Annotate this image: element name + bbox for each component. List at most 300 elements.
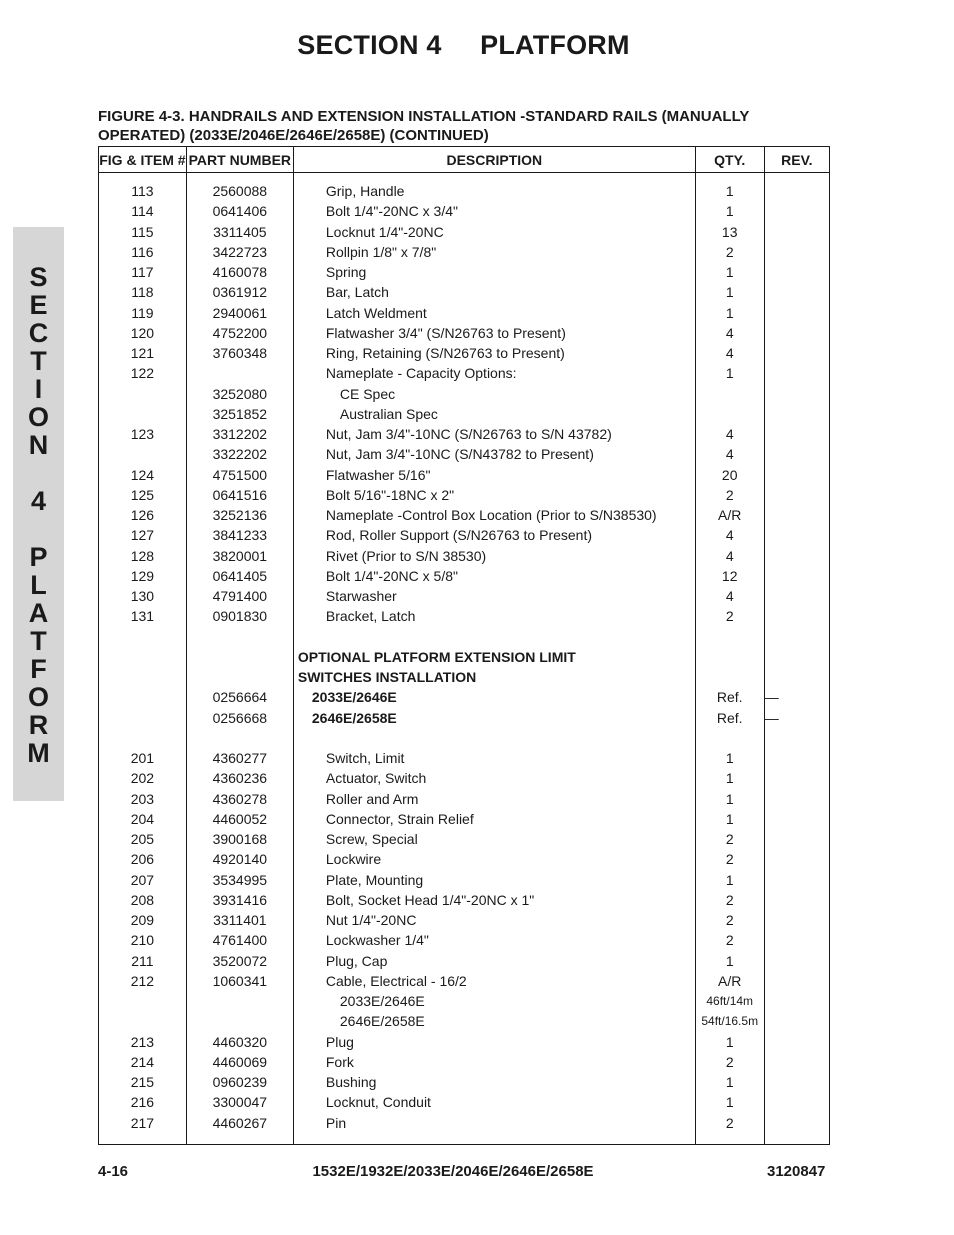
- part-number-cell: 1060341: [186, 971, 293, 991]
- table-row: [99, 768, 830, 788]
- description-cell: Locknut, Conduit: [293, 1092, 695, 1112]
- rev-cell: [764, 201, 829, 221]
- description-cell: Plate, Mounting: [293, 870, 695, 890]
- rev-cell: [764, 849, 829, 869]
- table-cell: [695, 173, 764, 182]
- col-part-number: PART NUMBER: [186, 147, 293, 173]
- description-cell: Nut, Jam 3/4"-10NC (S/N43782 to Present): [293, 444, 695, 464]
- rev-cell: [764, 1052, 829, 1072]
- table-row: [99, 667, 830, 687]
- part-number-cell: 4920140: [186, 849, 293, 869]
- part-number-cell: 3322202: [186, 444, 293, 464]
- part-number-cell: [186, 363, 293, 383]
- col-rev: REV.: [764, 147, 829, 173]
- parts-table-body: [99, 173, 830, 1145]
- part-number-cell: 3252136: [186, 505, 293, 525]
- table-bottom-row: [99, 1133, 830, 1145]
- document-number: 3120847: [767, 1163, 826, 1180]
- rev-cell: [764, 505, 829, 525]
- description-cell: Plug: [293, 1032, 695, 1052]
- part-number-cell: 4460267: [186, 1113, 293, 1133]
- qty-cell: 2: [695, 1113, 764, 1133]
- qty-cell: 1: [695, 201, 764, 221]
- qty-cell: [695, 404, 764, 424]
- part-number-cell: 2940061: [186, 303, 293, 323]
- fig-item-cell: 214: [99, 1052, 187, 1072]
- fig-item-cell: 113: [99, 181, 187, 201]
- rev-cell: [764, 444, 829, 464]
- description-cell: Fork: [293, 1052, 695, 1072]
- side-tab-letter: T: [30, 346, 47, 376]
- description-cell: Nut 1/4"-20NC: [293, 910, 695, 930]
- table-row: [99, 809, 830, 829]
- qty-cell: 2: [695, 1052, 764, 1072]
- rev-cell: [764, 566, 829, 586]
- rev-cell: [764, 1072, 829, 1092]
- fig-item-cell: [99, 384, 187, 404]
- table-row: [99, 444, 830, 464]
- fig-item-cell: 116: [99, 242, 187, 262]
- rev-cell: [764, 890, 829, 910]
- description-cell: Bolt 1/4"-20NC x 5/8": [293, 566, 695, 586]
- description-cell: Bolt 1/4"-20NC x 3/4": [293, 201, 695, 221]
- qty-cell: 12: [695, 566, 764, 586]
- rev-cell: [764, 525, 829, 545]
- part-number-cell: 4160078: [186, 262, 293, 282]
- fig-item-cell: 115: [99, 222, 187, 242]
- description-cell: Roller and Arm: [293, 789, 695, 809]
- fig-item-cell: [99, 687, 187, 707]
- table-row: [99, 242, 830, 262]
- part-number-cell: 4360277: [186, 748, 293, 768]
- side-tab-gap: [13, 515, 64, 543]
- table-row: [99, 606, 830, 626]
- part-number-cell: 4752200: [186, 323, 293, 343]
- table-row: [99, 910, 830, 930]
- qty-cell: 1: [695, 789, 764, 809]
- fig-item-cell: 122: [99, 363, 187, 383]
- table-cell: [764, 627, 829, 647]
- table-row: [99, 849, 830, 869]
- rev-cell: [764, 485, 829, 505]
- part-number-cell: 3931416: [186, 890, 293, 910]
- table-row: [99, 181, 830, 201]
- fig-item-cell: 209: [99, 910, 187, 930]
- fig-item-cell: 126: [99, 505, 187, 525]
- rev-cell: [764, 262, 829, 282]
- description-cell: Flatwasher 5/16": [293, 465, 695, 485]
- rev-cell: [764, 1032, 829, 1052]
- rev-cell: [764, 181, 829, 201]
- table-cell: [764, 173, 829, 182]
- table-row: [99, 1052, 830, 1072]
- part-number-cell: 0641406: [186, 201, 293, 221]
- description-cell: CE Spec: [293, 384, 695, 404]
- qty-cell: 1: [695, 181, 764, 201]
- qty-cell: A/R: [695, 971, 764, 991]
- table-row: [99, 687, 830, 707]
- table-blank-row: [99, 728, 830, 748]
- part-number-cell: [186, 991, 293, 1011]
- rev-cell: —: [764, 687, 829, 707]
- side-tab-letter: M: [27, 738, 50, 768]
- fig-item-cell: 125: [99, 485, 187, 505]
- side-tab-letter: I: [34, 374, 43, 404]
- qty-cell: 13: [695, 222, 764, 242]
- description-cell: Flatwasher 3/4" (S/N26763 to Present): [293, 323, 695, 343]
- fig-item-cell: [99, 991, 187, 1011]
- side-tab-letter: L: [30, 570, 47, 600]
- table-cell: [99, 1133, 187, 1145]
- description-cell: Rivet (Prior to S/N 38530): [293, 546, 695, 566]
- table-header-row: [99, 147, 830, 173]
- table-row: [99, 323, 830, 343]
- table-cell: [695, 728, 764, 748]
- fig-item-cell: [99, 444, 187, 464]
- qty-cell: 2: [695, 849, 764, 869]
- table-row: [99, 525, 830, 545]
- model-list: 1532E/1932E/2033E/2046E/2646E/2658E: [312, 1163, 594, 1180]
- table-cell: [186, 728, 293, 748]
- rev-cell: [764, 910, 829, 930]
- side-tab-letter: C: [28, 318, 49, 348]
- part-number-cell: 3534995: [186, 870, 293, 890]
- description-cell: SWITCHES INSTALLATION: [293, 667, 695, 687]
- table-cell: [186, 627, 293, 647]
- qty-cell: 54ft/16.5m: [695, 1011, 764, 1031]
- description-cell: Starwasher: [293, 586, 695, 606]
- qty-cell: 1: [695, 870, 764, 890]
- fig-item-cell: 129: [99, 566, 187, 586]
- part-number-cell: 0960239: [186, 1072, 293, 1092]
- part-number-cell: [186, 1011, 293, 1031]
- description-cell: Lockwasher 1/4": [293, 930, 695, 950]
- fig-item-cell: [99, 647, 187, 667]
- table-row: [99, 546, 830, 566]
- qty-cell: 4: [695, 424, 764, 444]
- fig-item-cell: 117: [99, 262, 187, 282]
- part-number-cell: 3422723: [186, 242, 293, 262]
- part-number-cell: 4360236: [186, 768, 293, 788]
- rev-cell: —: [764, 708, 829, 728]
- table-row: [99, 586, 830, 606]
- side-tab-letter: 4: [30, 486, 47, 516]
- rev-cell: [764, 748, 829, 768]
- qty-cell: 1: [695, 1072, 764, 1092]
- qty-cell: Ref.: [695, 708, 764, 728]
- description-cell: Screw, Special: [293, 829, 695, 849]
- fig-item-cell: 205: [99, 829, 187, 849]
- description-cell: 2033E/2646E: [293, 687, 695, 707]
- qty-cell: 2: [695, 910, 764, 930]
- side-tab-letter: O: [27, 402, 49, 432]
- col-fig-item: FIG & ITEM #: [99, 147, 187, 173]
- qty-cell: 1: [695, 363, 764, 383]
- qty-cell: 1: [695, 809, 764, 829]
- description-cell: Rod, Roller Support (S/N26763 to Present): [293, 525, 695, 545]
- description-cell: Nameplate -Control Box Location (Prior to S/N38530): [293, 505, 695, 525]
- description-cell: Pin: [293, 1113, 695, 1133]
- qty-cell: 1: [695, 262, 764, 282]
- parts-table: [98, 146, 830, 1145]
- table-row: [99, 262, 830, 282]
- rev-cell: [764, 343, 829, 363]
- part-number-cell: 4460052: [186, 809, 293, 829]
- part-number-cell: 4460069: [186, 1052, 293, 1072]
- qty-cell: 2: [695, 930, 764, 950]
- table-blank-row: [99, 627, 830, 647]
- rev-cell: [764, 384, 829, 404]
- rev-cell: [764, 809, 829, 829]
- side-tab-letter: E: [29, 290, 48, 320]
- rev-cell: [764, 606, 829, 626]
- page-number: 4-16: [98, 1163, 129, 1180]
- fig-item-cell: 118: [99, 282, 187, 302]
- table-cell: [186, 173, 293, 182]
- table-row: [99, 708, 830, 728]
- table-row: [99, 303, 830, 323]
- fig-item-cell: 204: [99, 809, 187, 829]
- qty-cell: 4: [695, 525, 764, 545]
- table-row: [99, 991, 830, 1011]
- qty-cell: 1: [695, 1092, 764, 1112]
- description-cell: Bracket, Latch: [293, 606, 695, 626]
- fig-item-cell: 127: [99, 525, 187, 545]
- table-row: [99, 1092, 830, 1112]
- table-row: [99, 1032, 830, 1052]
- fig-item-cell: 130: [99, 586, 187, 606]
- rev-cell: [764, 424, 829, 444]
- table-row: [99, 485, 830, 505]
- fig-item-cell: 208: [99, 890, 187, 910]
- description-cell: Ring, Retaining (S/N26763 to Present): [293, 343, 695, 363]
- rev-cell: [764, 1113, 829, 1133]
- part-number-cell: 4761400: [186, 930, 293, 950]
- description-cell: OPTIONAL PLATFORM EXTENSION LIMIT: [293, 647, 695, 667]
- rev-cell: [764, 282, 829, 302]
- rev-cell: [764, 930, 829, 950]
- fig-item-cell: 128: [99, 546, 187, 566]
- table-row: [99, 465, 830, 485]
- table-row: [99, 1011, 830, 1031]
- part-number-cell: 4360278: [186, 789, 293, 809]
- table-row: [99, 505, 830, 525]
- part-number-cell: 0901830: [186, 606, 293, 626]
- qty-cell: 1: [695, 748, 764, 768]
- rev-cell: [764, 586, 829, 606]
- description-cell: 2646E/2658E: [293, 708, 695, 728]
- qty-cell: 20: [695, 465, 764, 485]
- side-tab-letter: P: [29, 542, 48, 572]
- rev-cell: [764, 242, 829, 262]
- qty-cell: 4: [695, 323, 764, 343]
- qty-cell: 4: [695, 586, 764, 606]
- part-number-cell: 3760348: [186, 343, 293, 363]
- side-tab-gap: [13, 459, 64, 487]
- table-cell: [99, 627, 187, 647]
- description-cell: Grip, Handle: [293, 181, 695, 201]
- fig-item-cell: 213: [99, 1032, 187, 1052]
- table-row: [99, 424, 830, 444]
- qty-cell: Ref.: [695, 687, 764, 707]
- fig-item-cell: 217: [99, 1113, 187, 1133]
- fig-item-cell: 120: [99, 323, 187, 343]
- description-cell: Plug, Cap: [293, 951, 695, 971]
- table-cell: [293, 173, 695, 182]
- table-cell: [695, 627, 764, 647]
- description-cell: Rollpin 1/8" x 7/8": [293, 242, 695, 262]
- qty-cell: 2: [695, 242, 764, 262]
- description-cell: Locknut 1/4"-20NC: [293, 222, 695, 242]
- part-number-cell: 0256668: [186, 708, 293, 728]
- part-number-cell: 0361912: [186, 282, 293, 302]
- fig-item-cell: 121: [99, 343, 187, 363]
- qty-cell: 2: [695, 829, 764, 849]
- side-tab-letter: A: [28, 598, 49, 628]
- description-cell: Bolt, Socket Head 1/4"-20NC x 1": [293, 890, 695, 910]
- qty-cell: 4: [695, 343, 764, 363]
- part-number-cell: 2560088: [186, 181, 293, 201]
- qty-cell: [695, 647, 764, 667]
- table-row: [99, 951, 830, 971]
- table-cell: [764, 1133, 829, 1145]
- col-qty: QTY.: [695, 147, 764, 173]
- qty-cell: 1: [695, 951, 764, 971]
- qty-cell: 1: [695, 303, 764, 323]
- part-number-cell: 4460320: [186, 1032, 293, 1052]
- part-number-cell: 3841233: [186, 525, 293, 545]
- qty-cell: 46ft/14m: [695, 991, 764, 1011]
- fig-item-cell: 119: [99, 303, 187, 323]
- part-number-cell: 3300047: [186, 1092, 293, 1112]
- qty-cell: A/R: [695, 505, 764, 525]
- fig-item-cell: 207: [99, 870, 187, 890]
- col-description: DESCRIPTION: [293, 147, 695, 173]
- table-row: [99, 222, 830, 242]
- table-cell: [764, 728, 829, 748]
- fig-item-cell: 123: [99, 424, 187, 444]
- description-cell: Actuator, Switch: [293, 768, 695, 788]
- description-cell: Bar, Latch: [293, 282, 695, 302]
- rev-cell: [764, 667, 829, 687]
- fig-item-cell: 203: [99, 789, 187, 809]
- description-cell: 2646E/2658E: [293, 1011, 695, 1031]
- fig-item-cell: 215: [99, 1072, 187, 1092]
- rev-cell: [764, 1092, 829, 1112]
- qty-cell: 1: [695, 768, 764, 788]
- rev-cell: [764, 465, 829, 485]
- table-spacer-row: [99, 173, 830, 182]
- rev-cell: [764, 222, 829, 242]
- table-cell: [293, 1133, 695, 1145]
- fig-item-cell: [99, 708, 187, 728]
- part-number-cell: 0641516: [186, 485, 293, 505]
- side-tab-letter: R: [28, 710, 49, 740]
- section-side-tab: [13, 227, 64, 801]
- part-number-cell: 3312202: [186, 424, 293, 444]
- table-row: [99, 789, 830, 809]
- fig-item-cell: 212: [99, 971, 187, 991]
- qty-cell: 1: [695, 1032, 764, 1052]
- table-row: [99, 384, 830, 404]
- table-row: [99, 971, 830, 991]
- table-row: [99, 363, 830, 383]
- description-cell: Bolt 5/16"-18NC x 2": [293, 485, 695, 505]
- rev-cell: [764, 768, 829, 788]
- side-tab-letter: O: [27, 682, 49, 712]
- fig-item-cell: 210: [99, 930, 187, 950]
- part-number-cell: 3820001: [186, 546, 293, 566]
- side-tab-letters: [13, 263, 64, 767]
- fig-item-cell: 202: [99, 768, 187, 788]
- rev-cell: [764, 991, 829, 1011]
- qty-cell: 4: [695, 444, 764, 464]
- table-cell: [186, 1133, 293, 1145]
- part-number-cell: 3251852: [186, 404, 293, 424]
- description-cell: Lockwire: [293, 849, 695, 869]
- description-cell: Nut, Jam 3/4"-10NC (S/N26763 to S/N 43782): [293, 424, 695, 444]
- table-row: [99, 870, 830, 890]
- table-row: [99, 566, 830, 586]
- side-tab-letter: F: [30, 654, 47, 684]
- rev-cell: [764, 363, 829, 383]
- table-row: [99, 930, 830, 950]
- part-number-cell: 3311405: [186, 222, 293, 242]
- rev-cell: [764, 829, 829, 849]
- fig-item-cell: 216: [99, 1092, 187, 1112]
- part-number-cell: 3520072: [186, 951, 293, 971]
- table-cell: [293, 627, 695, 647]
- description-cell: Connector, Strain Relief: [293, 809, 695, 829]
- qty-cell: 4: [695, 546, 764, 566]
- description-cell: Nameplate - Capacity Options:: [293, 363, 695, 383]
- rev-cell: [764, 303, 829, 323]
- figure-title: FIGURE 4-3. HANDRAILS AND EXTENSION INSTALLATION -STANDARD RAILS (MANUALLY OPERATED) (2033E/2046E/2646E/2658E) (CONTINUED): [98, 108, 750, 144]
- side-tab-letter: S: [29, 262, 48, 292]
- part-number-cell: 0641405: [186, 566, 293, 586]
- part-number-cell: 0256664: [186, 687, 293, 707]
- fig-item-cell: [99, 404, 187, 424]
- part-number-cell: [186, 667, 293, 687]
- table-row: [99, 647, 830, 667]
- rev-cell: [764, 870, 829, 890]
- table-row: [99, 890, 830, 910]
- table-row: [99, 404, 830, 424]
- table-row: [99, 748, 830, 768]
- fig-item-cell: 211: [99, 951, 187, 971]
- rev-cell: [764, 789, 829, 809]
- part-number-cell: 3252080: [186, 384, 293, 404]
- fig-item-cell: 206: [99, 849, 187, 869]
- table-row: [99, 1113, 830, 1133]
- qty-cell: 2: [695, 890, 764, 910]
- part-number-cell: 4751500: [186, 465, 293, 485]
- part-number-cell: 3900168: [186, 829, 293, 849]
- rev-cell: [764, 1011, 829, 1031]
- table-cell: [695, 1133, 764, 1145]
- description-cell: Cable, Electrical - 16/2: [293, 971, 695, 991]
- side-tab-letter: T: [30, 626, 47, 656]
- qty-cell: 2: [695, 606, 764, 626]
- side-tab-letter: N: [28, 430, 49, 460]
- qty-cell: [695, 667, 764, 687]
- table-row: [99, 1072, 830, 1092]
- rev-cell: [764, 951, 829, 971]
- table-cell: [99, 728, 187, 748]
- qty-cell: 2: [695, 485, 764, 505]
- qty-cell: 1: [695, 282, 764, 302]
- qty-cell: [695, 384, 764, 404]
